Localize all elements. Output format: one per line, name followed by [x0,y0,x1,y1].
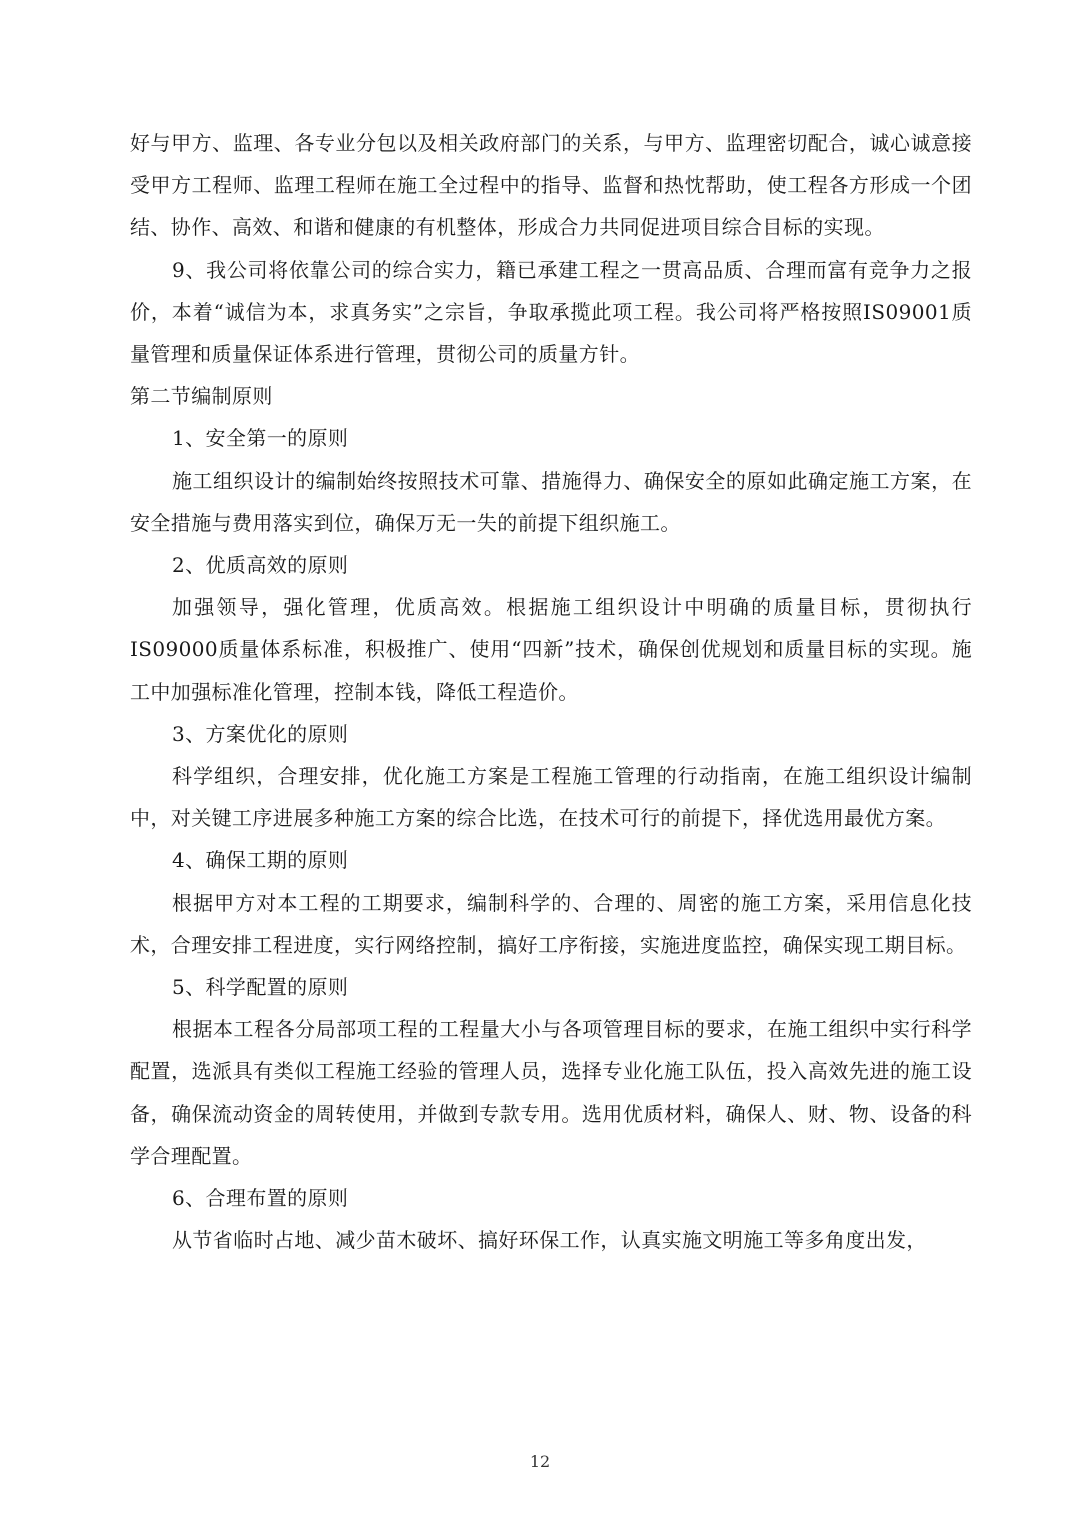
paragraph-continuation: 好与甲方、监理、各专业分包以及相关政府部门的关系，与甲方、监理密切配合，诚心诚意接受甲方工程师、监理工程师在施工全过程中的指导、监督和热忱帮助，使工程各方形成一个团结、协作、高效、和谐和健康的有机整体，形成合力共同促进项目综合目标的实现。 [130,131,972,240]
document-body [130,122,972,1261]
principle-heading-1: 1、安全第一的原则 [172,426,349,451]
paragraph-item-9: 9、我公司将依靠公司的综合实力，籍已承建工程之一贯高品质、合理而富有竞争力之报价，本着“诚信为本，求真务实”之宗旨，争取承揽此项工程。我公司将严格按照IS09001质量管理和质量保证体系进行管理，贯彻公司的质量方针。 [130,257,972,367]
principle-text-6: 从节省临时占地、减少苗木破坏、搞好环保工作，认真实施文明施工等多角度出发， [172,1228,927,1253]
page-number: 12 [529,1452,551,1471]
principle-heading-3: 3、方案优化的原则 [172,721,349,746]
section-heading: 第二节编制原则 [130,384,273,409]
principle-text-4: 根据甲方对本工程的工期要求，编制科学的、合理的、周密的施工方案，采用信息化技术，合理安排工程进度，实行网络控制，搞好工序衔接，实施进度监控，确保实现工期目标。 [130,890,972,957]
principle-heading-2: 2、优质高效的原则 [172,553,349,578]
principle-heading-4: 4、确保工期的原则 [172,848,349,873]
principle-text-2: 加强领导，强化管理，优质高效。根据施工组织设计中明确的质量目标，贯彻执行IS09000质量体系标准，积极推广、使用“四新”技术，确保创优规划和质量目标的实现。施工中加强标准化管理，控制本钱，降低工程造价。 [130,595,972,704]
principle-text-3: 科学组织，合理安排，优化施工方案是工程施工管理的行动指南，在施工组织设计编制中，对关键工序进展多种施工方案的综合比选，在技术可行的前提下，择优选用最优方案。 [130,764,972,831]
principle-heading-5: 5、科学配置的原则 [172,975,349,1000]
principle-text-1: 施工组织设计的编制始终按照技术可靠、措施得力、确保安全的原如此确定施工方案，在安全措施与费用落实到位，确保万无一失的前提下组织施工。 [130,468,972,535]
principle-text-5: 根据本工程各分局部项工程的工程量大小与各项管理目标的要求，在施工组织中实行科学配置，选派具有类似工程施工经验的管理人员，选择专业化施工队伍，投入高效先进的施工设备，确保流动资金的周转使用，并做到专款专用。选用优质材料，确保人、财、物、设备的科学合理配置。 [130,1017,972,1168]
principle-heading-6: 6、合理布置的原则 [172,1186,349,1211]
